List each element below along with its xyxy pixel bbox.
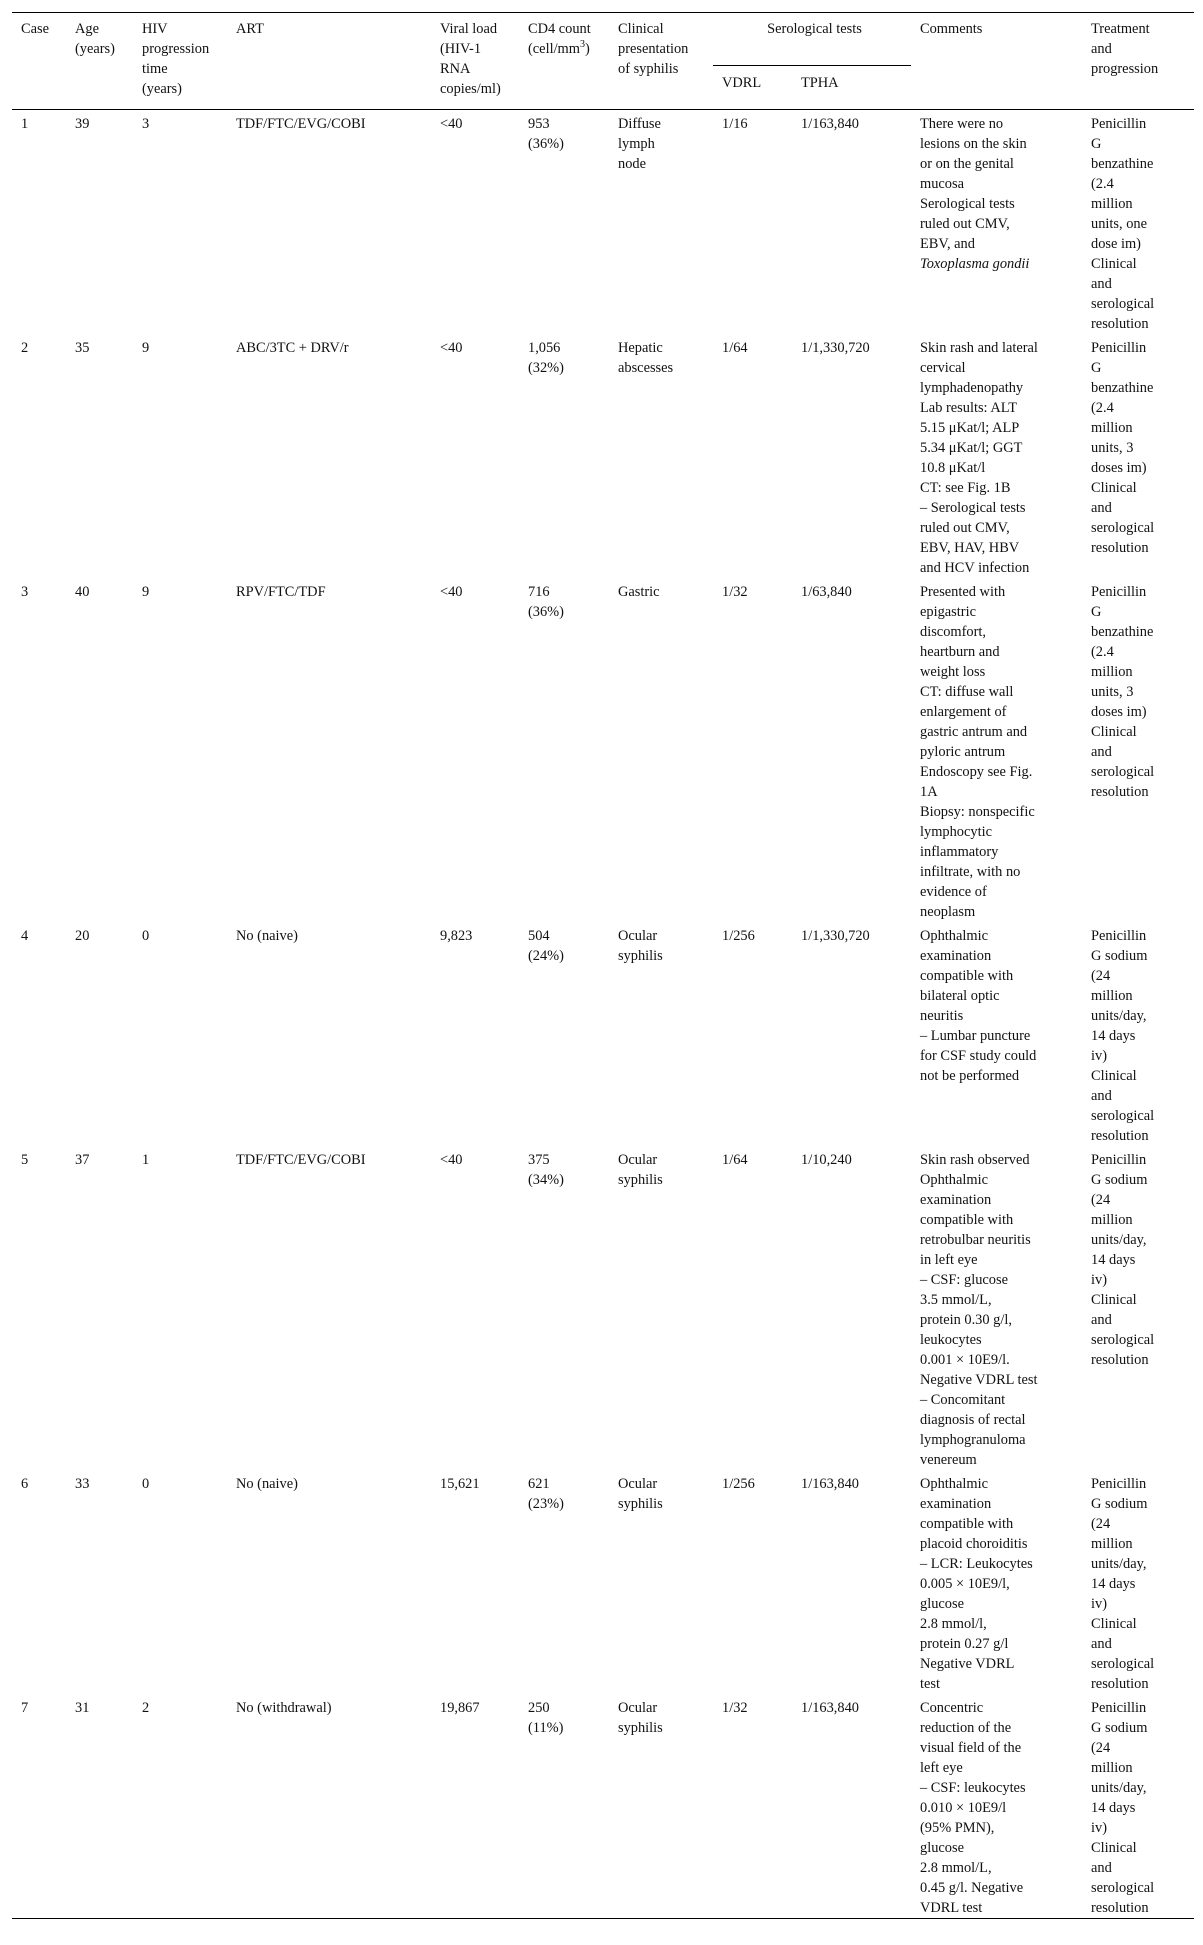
cell-age: 31	[75, 1700, 90, 1716]
cell-viral-load: 15,621	[440, 1476, 480, 1492]
cell-art: No (naive)	[236, 1476, 298, 1492]
cell-age: 35	[75, 340, 90, 356]
cell-comments	[911, 578, 1082, 922]
cell-clinical: Ocular syphilis	[618, 1476, 663, 1512]
header-vdrl: VDRL	[713, 65, 792, 109]
cell-case: 6	[21, 1476, 29, 1492]
cell-cd4: 375 (34%)	[528, 1152, 564, 1188]
cell-tpha: 1/163,840	[801, 116, 859, 132]
cell-cd4: 621 (23%)	[528, 1476, 564, 1512]
cell-case: 2	[21, 340, 29, 356]
cell-art: No (withdrawal)	[236, 1700, 332, 1716]
cell-viral-load: 9,823	[440, 928, 473, 944]
header-cd4-sup: 3	[579, 39, 585, 51]
comments-text: Ophthalmic examination compatible with bilateral optic neuritis – Lumbar puncture for CSF study could not be performed	[920, 928, 1037, 1084]
cell-hiv-time: 3	[142, 116, 150, 132]
cell-hiv-time: 9	[142, 584, 150, 600]
cell-comments	[911, 334, 1082, 578]
header-serological: Serological tests	[767, 21, 862, 37]
cell-hiv-time: 0	[142, 928, 150, 944]
cell-treatment: Penicillin G sodium (24 million units/day, 14 days iv) Clinical and serological resolution	[1091, 928, 1155, 1144]
cell-case: 1	[21, 116, 29, 132]
cell-clinical: Gastric	[618, 584, 660, 600]
cell-clinical: Ocular syphilis	[618, 928, 663, 964]
table-row	[12, 1470, 1194, 1694]
cell-hiv-time: 0	[142, 1476, 150, 1492]
cell-vdrl: 1/32	[722, 584, 748, 600]
cell-tpha: 1/1,330,720	[801, 340, 870, 356]
cell-comments	[911, 1694, 1082, 1919]
cell-comments	[911, 1470, 1082, 1694]
header-age: Age (years)	[75, 21, 115, 57]
cell-art: ABC/3TC + DRV/r	[236, 340, 349, 356]
cell-hiv-time: 9	[142, 340, 150, 356]
cell-tpha: 1/1,330,720	[801, 928, 870, 944]
cell-treatment: Penicillin G sodium (24 million units/day, 14 days iv) Clinical and serological resolution	[1091, 1700, 1155, 1916]
table-row	[12, 578, 1194, 922]
cell-treatment: Penicillin G sodium (24 million units/day, 14 days iv) Clinical and serological resolution	[1091, 1476, 1155, 1692]
cell-cd4: 953 (36%)	[528, 116, 564, 152]
cell-hiv-time: 1	[142, 1152, 150, 1168]
cell-age: 37	[75, 1152, 90, 1168]
cell-clinical: Diffuse lymph node	[618, 116, 661, 172]
cell-cd4: 504 (24%)	[528, 928, 564, 964]
header-tpha: TPHA	[792, 65, 911, 109]
comments-text: Ophthalmic examination compatible with placoid choroiditis – LCR: Leukocytes 0.005 × 10E9/l, glucose 2.8 mmol/l, protein 0.27 g/l Negative VDRL test	[920, 1476, 1033, 1692]
table-row	[12, 110, 1194, 335]
cell-treatment: Penicillin G sodium (24 million units/day, 14 days iv) Clinical and serological resolution	[1091, 1152, 1155, 1368]
cell-cd4: 716 (36%)	[528, 584, 564, 620]
header-row	[12, 13, 1194, 66]
cell-vdrl: 1/64	[722, 1152, 748, 1168]
header-comments: Comments	[920, 21, 983, 37]
header-case: Case	[21, 21, 49, 37]
cell-case: 7	[21, 1700, 29, 1716]
cell-age: 40	[75, 584, 90, 600]
cell-vdrl: 1/16	[722, 116, 748, 132]
cell-case: 5	[21, 1152, 29, 1168]
cell-tpha: 1/163,840	[801, 1700, 859, 1716]
header-cd4-text: CD4 count (cell/mm	[528, 21, 591, 57]
cell-hiv-time: 2	[142, 1700, 150, 1716]
cell-art: RPV/FTC/TDF	[236, 584, 326, 600]
header-hiv-time: HIV progression time (years)	[142, 21, 210, 97]
cell-viral-load: <40	[440, 584, 463, 600]
table-header	[12, 13, 1194, 110]
cell-age: 20	[75, 928, 90, 944]
comments-italic-text: Toxoplasma gondii	[920, 256, 1030, 272]
header-cd4-end: )	[584, 41, 590, 57]
table-body	[12, 110, 1194, 1919]
cell-viral-load: <40	[440, 340, 463, 356]
cell-case: 4	[21, 928, 29, 944]
cell-cd4: 250 (11%)	[528, 1700, 564, 1736]
header-treatment: Treatment and progression	[1091, 21, 1159, 77]
cell-viral-load: <40	[440, 116, 463, 132]
cell-vdrl: 1/32	[722, 1700, 748, 1716]
cell-art: TDF/FTC/EVG/COBI	[236, 1152, 366, 1168]
table-row	[12, 334, 1194, 578]
cell-clinical: Ocular syphilis	[618, 1152, 663, 1188]
cell-viral-load: <40	[440, 1152, 463, 1168]
cell-comments	[911, 1146, 1082, 1470]
cell-treatment: Penicillin G benzathine (2.4 million units, 3 doses im) Clinical and serological resolution	[1091, 340, 1155, 556]
table-row	[12, 922, 1194, 1146]
cell-vdrl: 1/256	[722, 928, 755, 944]
table-row	[12, 1694, 1194, 1919]
cell-comments	[911, 922, 1082, 1146]
cell-cd4: 1,056 (32%)	[528, 340, 564, 376]
cell-art: No (naive)	[236, 928, 298, 944]
comments-text: Concentric reduction of the visual field of the left eye – CSF: leukocytes 0.010 × 10E9/l (95% PMN), glucose 2.8 mmol/L, 0.45 g/l. Negative VDRL test	[920, 1700, 1026, 1916]
header-art: ART	[236, 21, 264, 37]
cell-case: 3	[21, 584, 29, 600]
case-table	[12, 12, 1194, 1919]
cell-age: 39	[75, 116, 90, 132]
cell-tpha: 1/163,840	[801, 1476, 859, 1492]
comments-text: Presented with epigastric discomfort, heartburn and weight loss CT: diffuse wall enlargement of gastric antrum and pyloric antrum Endoscopy see Fig. 1A Biopsy: nonspecific lymphocytic inflammatory infiltrate, with no evidence of neoplasm	[920, 584, 1035, 920]
comments-text: There were no lesions on the skin or on the genital mucosa Serological tests ruled out CMV, EBV, and	[920, 116, 1027, 252]
cell-vdrl: 1/64	[722, 340, 748, 356]
cell-vdrl: 1/256	[722, 1476, 755, 1492]
cell-treatment: Penicillin G benzathine (2.4 million units, 3 doses im) Clinical and serological resolution	[1091, 584, 1155, 800]
cell-viral-load: 19,867	[440, 1700, 480, 1716]
header-viral-load: Viral load (HIV-1 RNA copies/ml)	[440, 21, 501, 97]
cell-clinical: Hepatic abscesses	[618, 340, 674, 376]
comments-text: Skin rash observed Ophthalmic examination compatible with retrobulbar neuritis in left eye – CSF: glucose 3.5 mmol/L, protein 0.30 g/l, leukocytes 0.001 × 10E9/l. Negative VDRL test – Concomitant diagnosis of rectal lymphogranuloma venereum	[920, 1152, 1038, 1468]
header-clinical: Clinical presentation of syphilis	[618, 21, 689, 77]
cell-clinical: Ocular syphilis	[618, 1700, 663, 1736]
cell-comments	[911, 110, 1082, 335]
cell-tpha: 1/63,840	[801, 584, 852, 600]
cell-tpha: 1/10,240	[801, 1152, 852, 1168]
table-row	[12, 1146, 1194, 1470]
cell-art: TDF/FTC/EVG/COBI	[236, 116, 366, 132]
header-cd4	[519, 13, 609, 110]
cell-age: 33	[75, 1476, 90, 1492]
comments-text: Skin rash and lateral cervical lymphadenopathy Lab results: ALT 5.15 μKat/l; ALP 5.34 μKat/l; GGT 10.8 μKat/l CT: see Fig. 1B – Serological tests ruled out CMV, EBV, HAV, HBV and HCV infection	[920, 340, 1038, 576]
cell-treatment: Penicillin G benzathine (2.4 million units, one dose im) Clinical and serological resolution	[1091, 116, 1155, 332]
